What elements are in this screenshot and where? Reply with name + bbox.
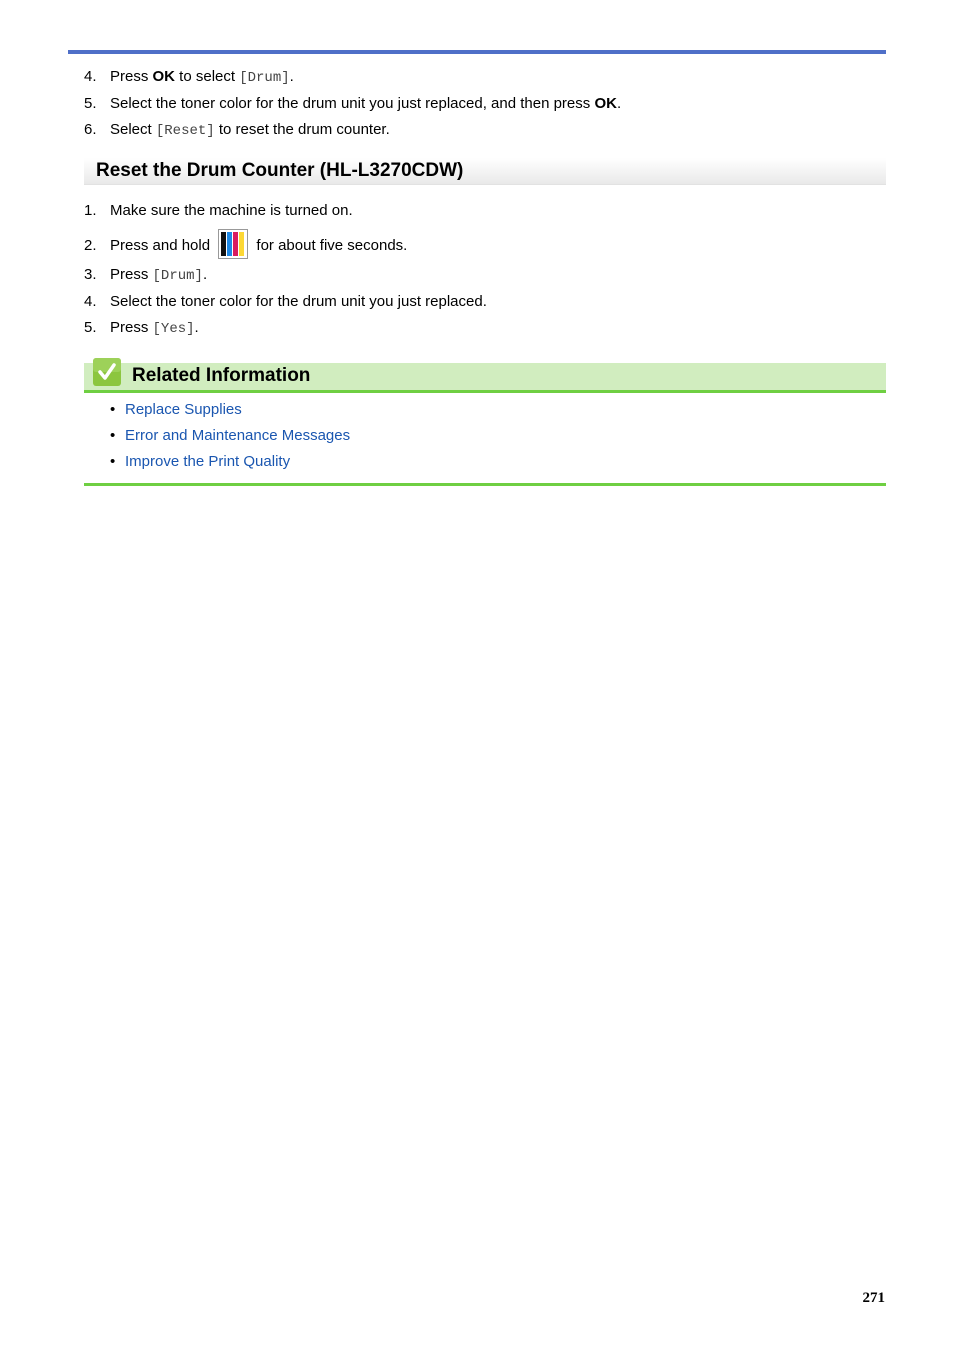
related-link-item: [110, 401, 242, 419]
step-text: .: [616, 95, 622, 112]
step-number: 1.: [84, 202, 97, 219]
step-text: for about five seconds.: [252, 236, 408, 254]
checkmark-icon: [93, 358, 121, 386]
bullet-icon: •: [110, 453, 116, 470]
step-text: Select the toner color for the drum unit you just replaced, and then press: [110, 95, 595, 112]
related-link[interactable]: Error and Maintenance Messages: [125, 427, 351, 444]
related-information-bar: [84, 363, 886, 393]
top-rule: [68, 50, 886, 54]
top-step-2: [84, 95, 621, 113]
related-information-title: Related Information: [132, 365, 311, 386]
screen-option-label: [Yes]: [152, 321, 195, 337]
screen-option-label: [Reset]: [155, 123, 215, 139]
section-step-1: [84, 202, 353, 220]
section-step-3: [84, 266, 207, 285]
section-step-2: [84, 234, 407, 258]
bottom-rule: [84, 483, 886, 486]
section-heading: [84, 158, 886, 185]
step-text: Press: [110, 319, 153, 336]
page-number: 271: [862, 1290, 885, 1306]
step-text: to select: [175, 68, 240, 85]
bold-key-label: OK: [594, 95, 617, 112]
step-text: Make sure the machine is turned on.: [110, 202, 353, 219]
bullet-icon: •: [110, 427, 116, 444]
screen-option-label: [Drum]: [152, 268, 203, 284]
related-link[interactable]: Improve the Print Quality: [125, 453, 291, 470]
bold-key-label: OK: [152, 68, 176, 85]
color-button-icon: [218, 229, 248, 259]
step-text: .: [289, 68, 294, 85]
step-number: 5.: [84, 319, 97, 336]
step-text: .: [202, 266, 208, 283]
step-text: Press: [110, 68, 153, 85]
step-text: .: [194, 319, 199, 336]
top-step-3: [84, 121, 390, 140]
step-number: 3.: [84, 266, 97, 283]
step-number: 6.: [84, 121, 97, 138]
top-step-1: [84, 68, 294, 87]
section-title: Reset the Drum Counter (HL-L3270CDW): [96, 160, 464, 181]
step-text: Select the toner color for the drum unit you just replaced.: [110, 293, 487, 310]
step-number: 4.: [84, 68, 97, 85]
section-step-4: [84, 293, 487, 311]
step-text: to reset the drum counter.: [214, 121, 390, 138]
section-step-5: [84, 319, 199, 338]
step-number: 5.: [84, 95, 97, 112]
related-link-item: [110, 427, 350, 445]
step-number: 4.: [84, 293, 97, 310]
step-text: Select: [110, 121, 156, 138]
screen-option-label: [Drum]: [239, 70, 290, 86]
bullet-icon: •: [110, 401, 116, 418]
related-link-item: [110, 453, 290, 471]
step-text: Press and hold: [110, 236, 215, 254]
step-number: 2.: [84, 236, 97, 254]
related-link[interactable]: Replace Supplies: [125, 401, 242, 418]
step-text: Press: [110, 266, 153, 283]
